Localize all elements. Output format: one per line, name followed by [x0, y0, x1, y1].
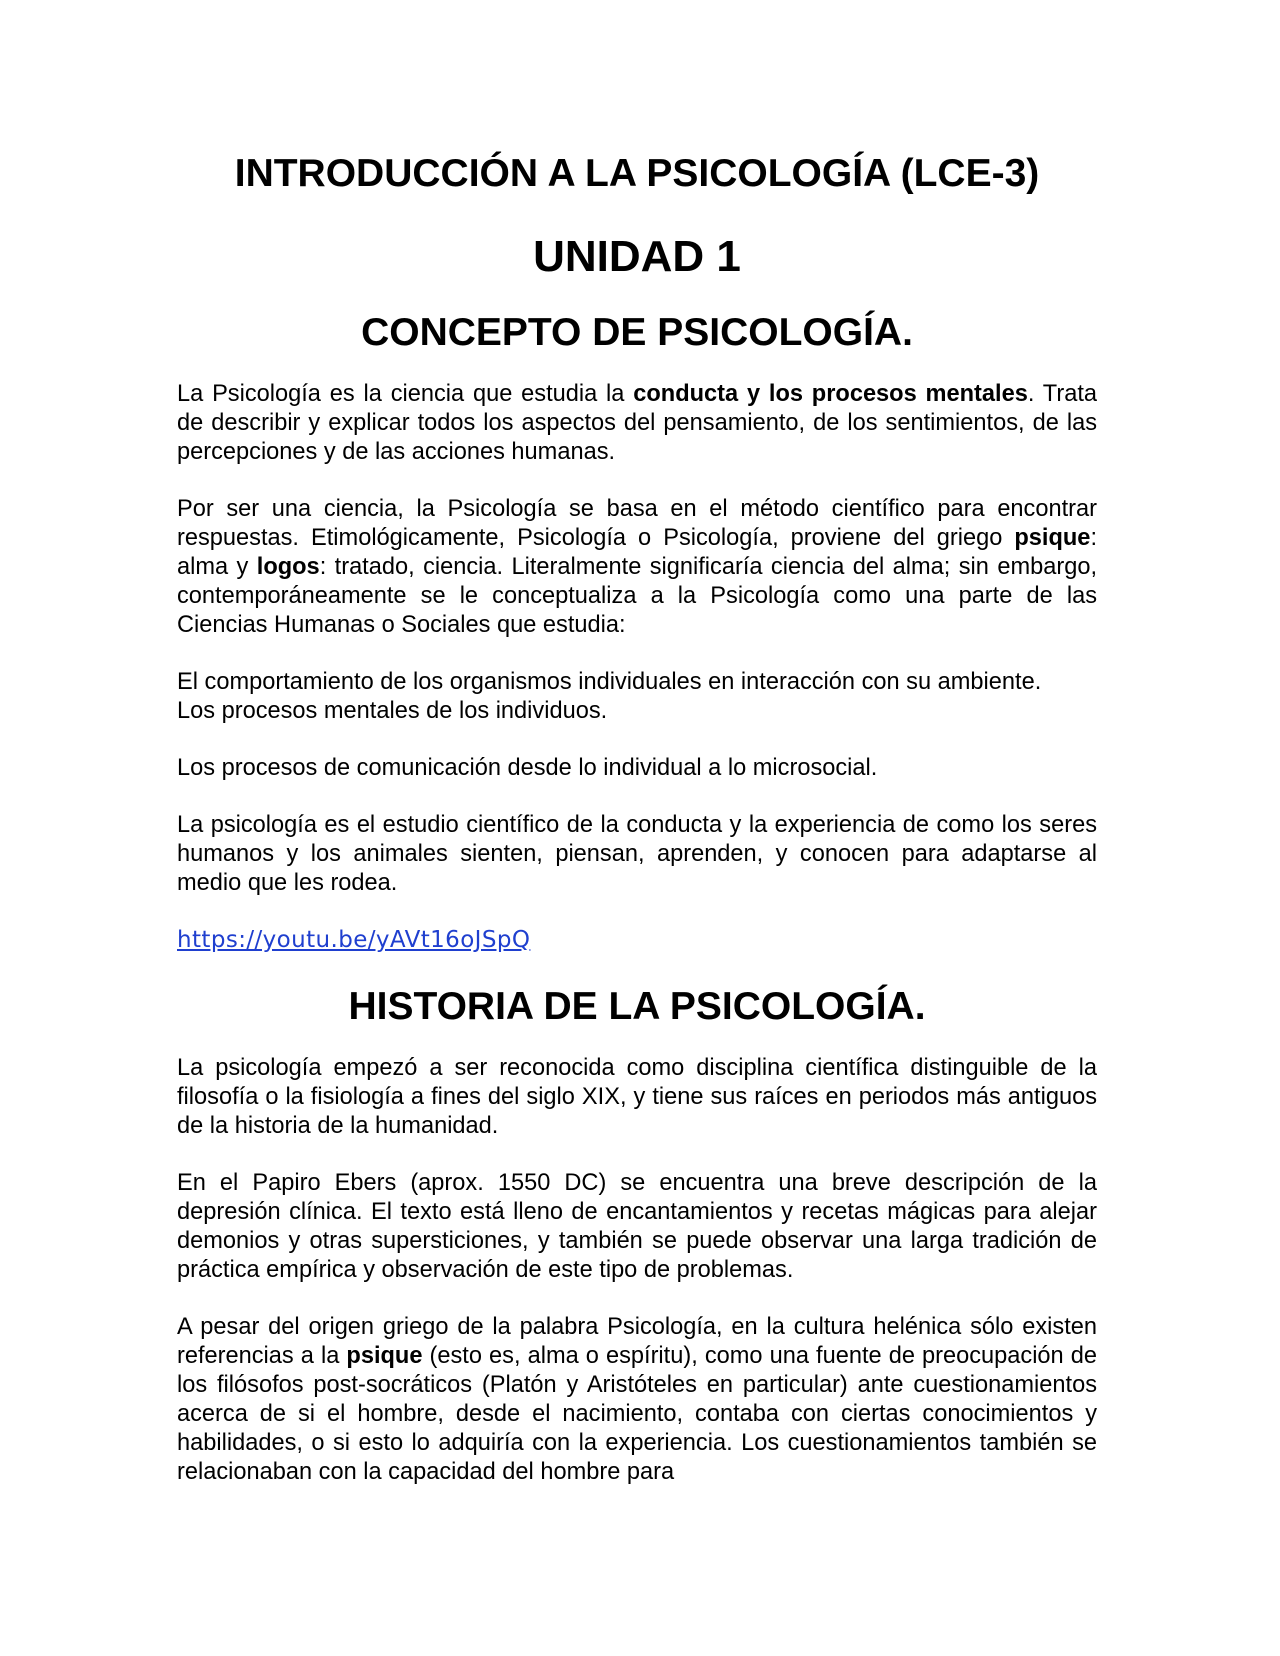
concept-paragraph-4: Los procesos mentales de los individuos.	[177, 698, 608, 724]
bold-term-psique: psique	[346, 1343, 423, 1369]
history-paragraph-2: En el Papiro Ebers (aprox. 1550 DC) se encuentra una breve descripción de la depresión clínica. El texto está lleno de encantamientos y recetas mágicas para alejar demonios y otras supersticiones, y también se puede observar una larga tradición de práctica empírica y observación de este tipo de problemas.	[177, 1170, 1097, 1283]
document-title: INTRODUCCIÓN A LA PSICOLOGÍA (LCE-3)	[234, 152, 1040, 195]
bold-term: conducta y los procesos mentales	[633, 381, 1028, 407]
concept-paragraph-2	[177, 495, 1097, 640]
text-run: . Trata de describir y explicar todos los aspectos del pensamiento, de los sentimientos, de las percepciones y de las acciones humanas.	[177, 381, 1097, 465]
document-page	[177, 140, 1097, 1487]
bold-term-psique: psique	[1014, 525, 1091, 551]
unit-title: UNIDAD 1	[533, 232, 741, 281]
history-paragraph-3	[177, 1313, 1097, 1487]
text-run: : alma y	[177, 525, 1097, 580]
section-title-concept: CONCEPTO DE PSICOLOGÍA.	[361, 311, 913, 354]
video-link-paragraph	[177, 926, 1097, 955]
text-run: La Psicología es la ciencia que estudia la	[177, 381, 634, 407]
text-run: Por ser una ciencia, la Psicología se basa en el método científico para encontrar respuestas. Etimológicamente, Psicología o Psicología, proviene del griego	[177, 496, 1097, 551]
history-paragraph-1: La psicología empezó a ser reconocida como disciplina científica distinguible de la filosofía o la fisiología a fines del siglo XIX, y tiene sus raíces en periodos más antiguos de la historia de la humanidad.	[177, 1055, 1097, 1139]
bold-term-logos: logos	[256, 554, 320, 580]
section-title-history: HISTORIA DE LA PSICOLOGÍA.	[348, 985, 926, 1028]
text-run: (esto es, alma o espíritu), como una fuente de preocupación de los filósofos post-socráticos (Platón y Aristóteles en particular) ante cuestionamientos acerca de si el hombre, desde el nacimiento, contaba con ciertas conocimientos y habilidades, o si esto lo adquiría con la experiencia. Los cuestionamientos también se relacionaban con la capacidad del hombre para	[177, 1343, 1097, 1485]
text-run: A pesar del origen griego de la palabra Psicología, en la cultura helénica sólo existen referencias a la	[177, 1314, 1097, 1369]
concept-paragraph-6: La psicología es el estudio científico de la conducta y la experiencia de como los seres humanos y los animales sienten, piensan, aprenden, y conocen para adaptarse al medio que les rodea.	[177, 812, 1097, 896]
concept-paragraph-5: Los procesos de comunicación desde lo individual a lo microsocial.	[177, 755, 878, 781]
text-run: : tratado, ciencia. Literalmente significaría ciencia del alma; sin embargo, contemporáneamente se le conceptualiza a la Psicología como una parte de las Ciencias Humanas o Sociales que estudia:	[177, 554, 1098, 638]
video-link[interactable]: https://youtu.be/yAVt16oJSpQ	[177, 927, 531, 953]
concept-paragraph-3: El comportamiento de los organismos individuales en interacción con su ambiente.	[177, 669, 1042, 695]
concept-paragraph-1	[177, 380, 1097, 467]
